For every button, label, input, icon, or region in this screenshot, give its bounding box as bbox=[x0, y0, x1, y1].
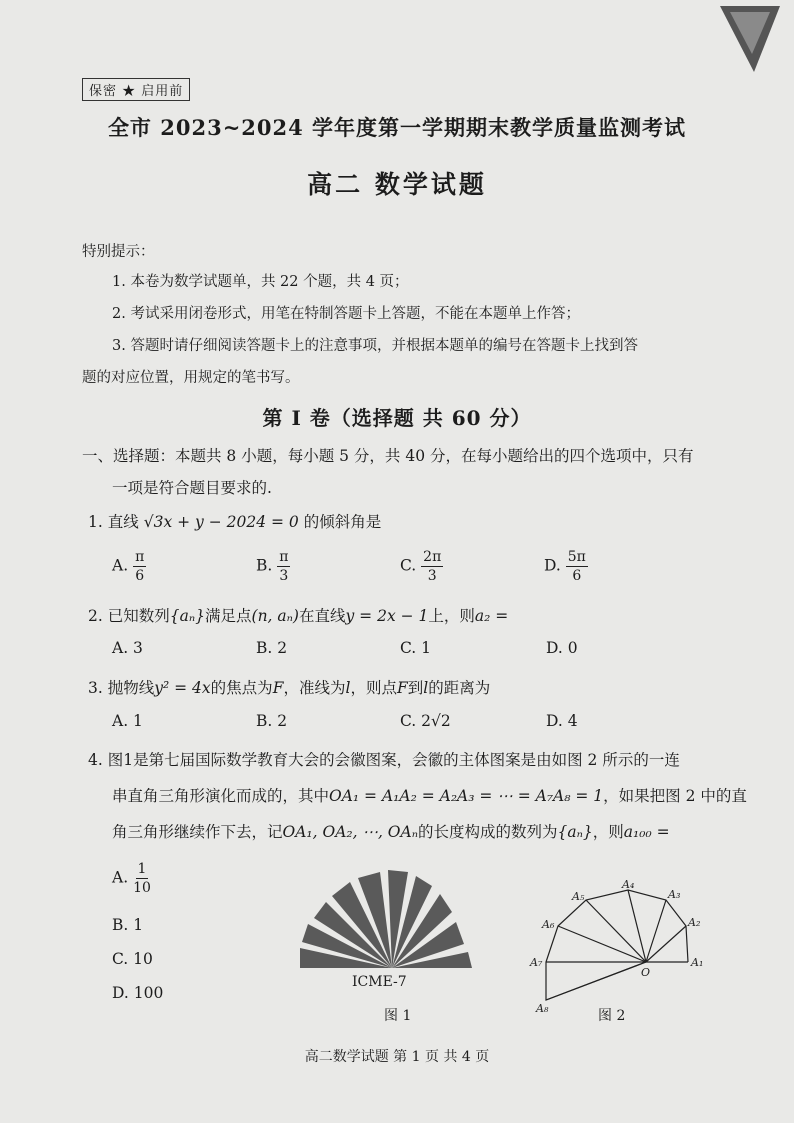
q2-point: (n, aₙ) bbox=[251, 607, 299, 625]
q3-var: F bbox=[272, 679, 284, 697]
q3-text: 到 bbox=[407, 679, 424, 697]
q3-var: l bbox=[345, 679, 351, 697]
q1-option-d bbox=[544, 548, 588, 585]
corner-mark bbox=[720, 6, 780, 80]
note-2: 2. 考试采用闭卷形式，用笔在特制答题卡上答题，不能在本题单上作答； bbox=[112, 306, 580, 322]
note-1: 1. 本卷为数学试题单，共 22 个题，共 4 页； bbox=[112, 274, 409, 290]
q2-text: 上，则 bbox=[428, 607, 475, 625]
q4-option-d: D. 100 bbox=[112, 984, 164, 1002]
q1-option-b bbox=[256, 548, 290, 585]
question-1 bbox=[88, 510, 381, 532]
q4-option-b: B. 1 bbox=[112, 916, 144, 934]
q2-option-c: C. 1 bbox=[400, 639, 432, 657]
q2-ask: a₂ = bbox=[474, 607, 509, 625]
q2-text: 在直线 bbox=[298, 607, 346, 625]
subject-title: 高二 数学试题 bbox=[307, 170, 487, 199]
q4-expr: OA₁, OA₂, ⋯, OAₙ bbox=[282, 823, 418, 841]
point-label-a2: A₂ bbox=[688, 916, 701, 929]
q4-text: 的长度构成的数列为 bbox=[418, 823, 558, 841]
point-label-a4: A₄ bbox=[622, 878, 635, 891]
q4-line3 bbox=[112, 820, 670, 842]
q1-number: 1. bbox=[88, 513, 103, 531]
q2-text: 已知数列 bbox=[107, 607, 170, 625]
q4-option-a bbox=[112, 860, 151, 897]
q4-option-c: C. 10 bbox=[112, 950, 153, 968]
sqrt-icon: √ bbox=[143, 513, 154, 531]
q2-line: y = 2x − 1 bbox=[345, 607, 429, 625]
option-label: C. bbox=[400, 712, 417, 730]
q3-option-d: D. 4 bbox=[546, 712, 578, 730]
frac-den: 10 bbox=[133, 880, 151, 896]
q1-expr: 3x + y − 2024 = 0 bbox=[153, 513, 299, 531]
q2-number: 2. bbox=[88, 607, 103, 625]
q3-number: 3. bbox=[88, 679, 103, 697]
q4-text: 串直角三角形演化而成的，其中 bbox=[112, 787, 330, 805]
figure-2-spiral bbox=[528, 876, 718, 1025]
point-label-a6: A₆ bbox=[542, 918, 555, 931]
confidential-label: 保密 ★ 启用前 bbox=[82, 78, 190, 101]
frac-num: π bbox=[135, 549, 145, 565]
exam-title: 全市 2023~2024 学年度第一学期期末教学质量监测考试 bbox=[107, 115, 687, 140]
fig2-caption: 图 2 bbox=[598, 1008, 626, 1024]
question-3 bbox=[88, 676, 490, 698]
section-title: 第 I 卷（选择题 共 60 分） bbox=[262, 406, 532, 430]
q3-text: ，准线为 bbox=[283, 679, 346, 697]
point-label-a3: A₃ bbox=[668, 888, 681, 901]
q4-expr: OA₁ = A₁A₂ = A₂A₃ = ⋯ = A₇A₈ = 1 bbox=[329, 787, 604, 805]
point-label-a1: A₁ bbox=[691, 956, 704, 969]
q1-post: 的倾斜角是 bbox=[303, 513, 382, 531]
fig1-caption: 图 1 bbox=[384, 1008, 412, 1024]
q4-seq: {aₙ} bbox=[557, 823, 593, 841]
q4-number: 4. bbox=[88, 751, 103, 769]
page-footer: 高二数学试题 第 1 页 共 4 页 bbox=[304, 1049, 490, 1065]
frac-num: 1 bbox=[137, 861, 147, 877]
q3-text: 抛物线 bbox=[107, 679, 155, 697]
note-3a: 3. 答题时请仔细阅读答题卡上的注意事项，并根据本题单的编号在答题卡上找到答 bbox=[112, 338, 638, 354]
frac-num: 5π bbox=[567, 549, 586, 565]
q4-ask: a₁₀₀ = bbox=[623, 823, 670, 841]
q4-line1: 图1是第七届国际数学教育大会的会徽图案，会徽的主体图案是由如图 2 所示的一连 bbox=[107, 751, 680, 769]
question-4 bbox=[88, 748, 680, 770]
frac-den: 6 bbox=[572, 568, 582, 584]
q3-option-c bbox=[400, 712, 451, 730]
q3-option-b: B. 2 bbox=[256, 712, 288, 730]
q4-text: ，如果把图 2 中的直 bbox=[603, 787, 747, 805]
q3-text: ，则点 bbox=[350, 679, 397, 697]
q2-option-a: A. 3 bbox=[112, 639, 143, 657]
q4-line2 bbox=[112, 784, 747, 806]
point-label-a5: A₅ bbox=[572, 890, 585, 903]
q4-text: ，则 bbox=[592, 823, 624, 841]
frac-num: 2π bbox=[423, 549, 442, 565]
q3-text: 的距离为 bbox=[428, 679, 491, 697]
notes-heading: 特别提示： bbox=[82, 244, 155, 260]
frac-den: 3 bbox=[279, 568, 289, 584]
option-label: C. bbox=[400, 556, 417, 575]
point-label-o: O bbox=[641, 966, 651, 979]
option-label: B. bbox=[256, 556, 273, 575]
q3-var: F bbox=[396, 679, 408, 697]
option-label: D. bbox=[544, 556, 561, 575]
point-label-a8: A₈ bbox=[536, 1002, 549, 1015]
option-label: A. bbox=[112, 556, 129, 575]
q2-seq: {aₙ} bbox=[169, 607, 205, 625]
part1-line2: 一项是符合题目要求的. bbox=[112, 479, 272, 497]
note-3b: 题的对应位置，用规定的笔书写。 bbox=[82, 370, 300, 386]
q2-option-b: B. 2 bbox=[256, 639, 288, 657]
q2-option-d: D. 0 bbox=[546, 639, 578, 657]
q3-eq: y² = 4x bbox=[154, 679, 211, 697]
frac-num: π bbox=[279, 549, 289, 565]
frac-den: 3 bbox=[427, 568, 437, 584]
fig1-label: ICME-7 bbox=[352, 974, 407, 990]
q2-text: 满足点 bbox=[205, 607, 252, 625]
q1-option-a bbox=[112, 548, 146, 585]
q3-option-a: A. 1 bbox=[112, 712, 143, 730]
point-label-a7: A₇ bbox=[530, 956, 543, 969]
q3-var: l bbox=[423, 679, 429, 697]
part1-line1: 一、选择题：本题共 8 小题，每小题 5 分，共 40 分，在每小题给出的四个选项中，只有 bbox=[82, 447, 694, 465]
option-label: A. bbox=[112, 868, 129, 887]
frac-den: 6 bbox=[135, 568, 145, 584]
option-value: 2√2 bbox=[421, 712, 451, 730]
q4-text: 角三角形继续作下去，记 bbox=[112, 823, 283, 841]
q1-pre: 直线 bbox=[107, 513, 139, 531]
q1-option-c bbox=[400, 548, 443, 585]
question-2 bbox=[88, 604, 508, 626]
q3-text: 的焦点为 bbox=[210, 679, 273, 697]
